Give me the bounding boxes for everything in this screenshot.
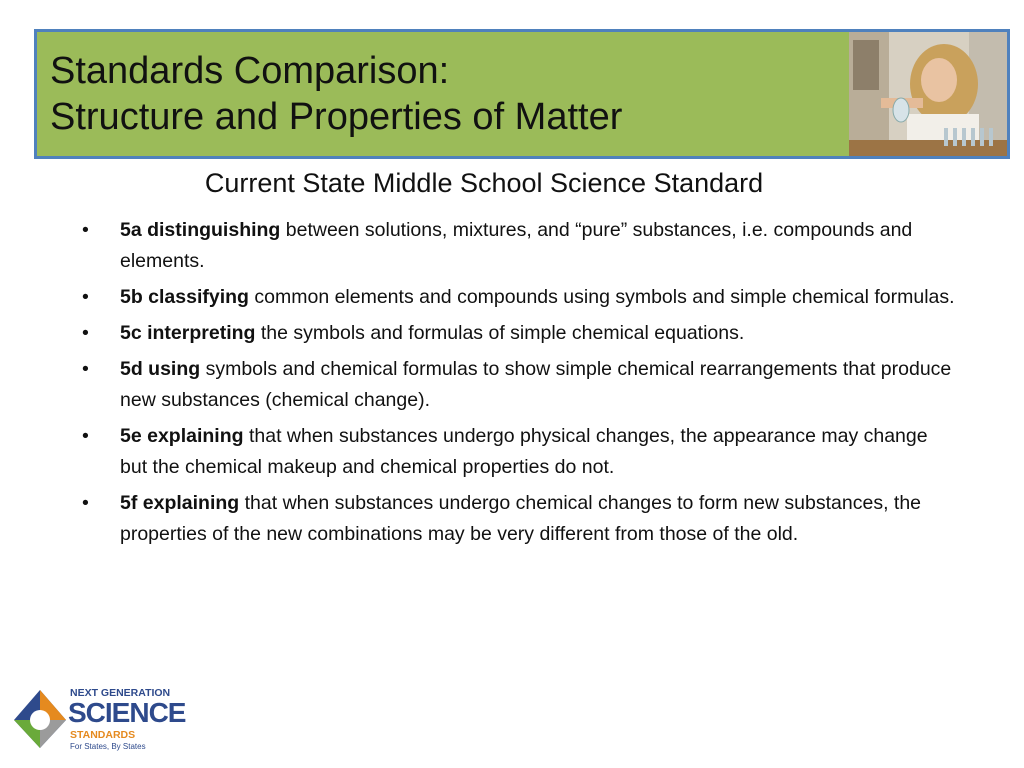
standard-text: between solutions, mixtures, and “pure” substances, i.e. compounds and elements. xyxy=(120,219,913,272)
standard-text: that when substances undergo physical changes, the appearance may change but the chemical makeup and chemical properties do not. xyxy=(120,425,928,478)
list-item xyxy=(80,354,960,416)
list-item xyxy=(80,215,960,277)
list-item xyxy=(80,421,960,483)
standard-code: 5d using xyxy=(120,358,201,380)
standard-code: 5f explaining xyxy=(120,492,240,514)
slide-title-line-2: Structure and Properties of Matter xyxy=(50,96,623,138)
bullet-marker: • xyxy=(82,425,89,447)
bullet-marker: • xyxy=(82,358,89,380)
ngss-logo-mark-icon xyxy=(10,686,70,752)
list-item xyxy=(80,318,960,349)
standards-list xyxy=(80,215,960,555)
slide-title xyxy=(50,48,622,140)
standard-code: 5e explaining xyxy=(120,425,244,447)
title-banner xyxy=(34,29,1010,159)
logo-text-standards: STANDARDS xyxy=(70,729,136,741)
standard-text: common elements and compounds using symbols and simple chemical formulas. xyxy=(248,286,955,308)
standard-text: that when substances undergo chemical changes to form new substances, the properties of the new combinations may be very different from those of the old. xyxy=(120,492,922,545)
bullet-marker: • xyxy=(82,322,89,344)
standard-text: the symbols and formulas of simple chemical equations. xyxy=(255,322,745,344)
list-item xyxy=(80,282,960,313)
logo-text-next-generation: NEXT GENERATION xyxy=(70,687,171,699)
list-item xyxy=(80,488,960,550)
logo-text-science: SCIENCE xyxy=(68,697,186,728)
standard-text: symbols and chemical formulas to show simple chemical rearrangements that produce new substances (chemical change). xyxy=(120,358,952,411)
ngss-logo xyxy=(10,686,186,756)
standard-code: 5c interpreting xyxy=(120,322,256,344)
student-lab-photo xyxy=(849,32,1007,156)
standard-code: 5b classifying xyxy=(120,286,249,308)
slide-title-line-1: Standards Comparison: xyxy=(50,50,450,92)
standard-code: 5a distinguishing xyxy=(120,219,281,241)
bullet-marker: • xyxy=(82,219,89,241)
logo-tagline: For States, By States xyxy=(70,742,146,751)
bullet-marker: • xyxy=(82,286,89,308)
slide-subtitle: Current State Middle School Science Standard xyxy=(204,168,764,198)
bullet-marker: • xyxy=(82,492,89,514)
